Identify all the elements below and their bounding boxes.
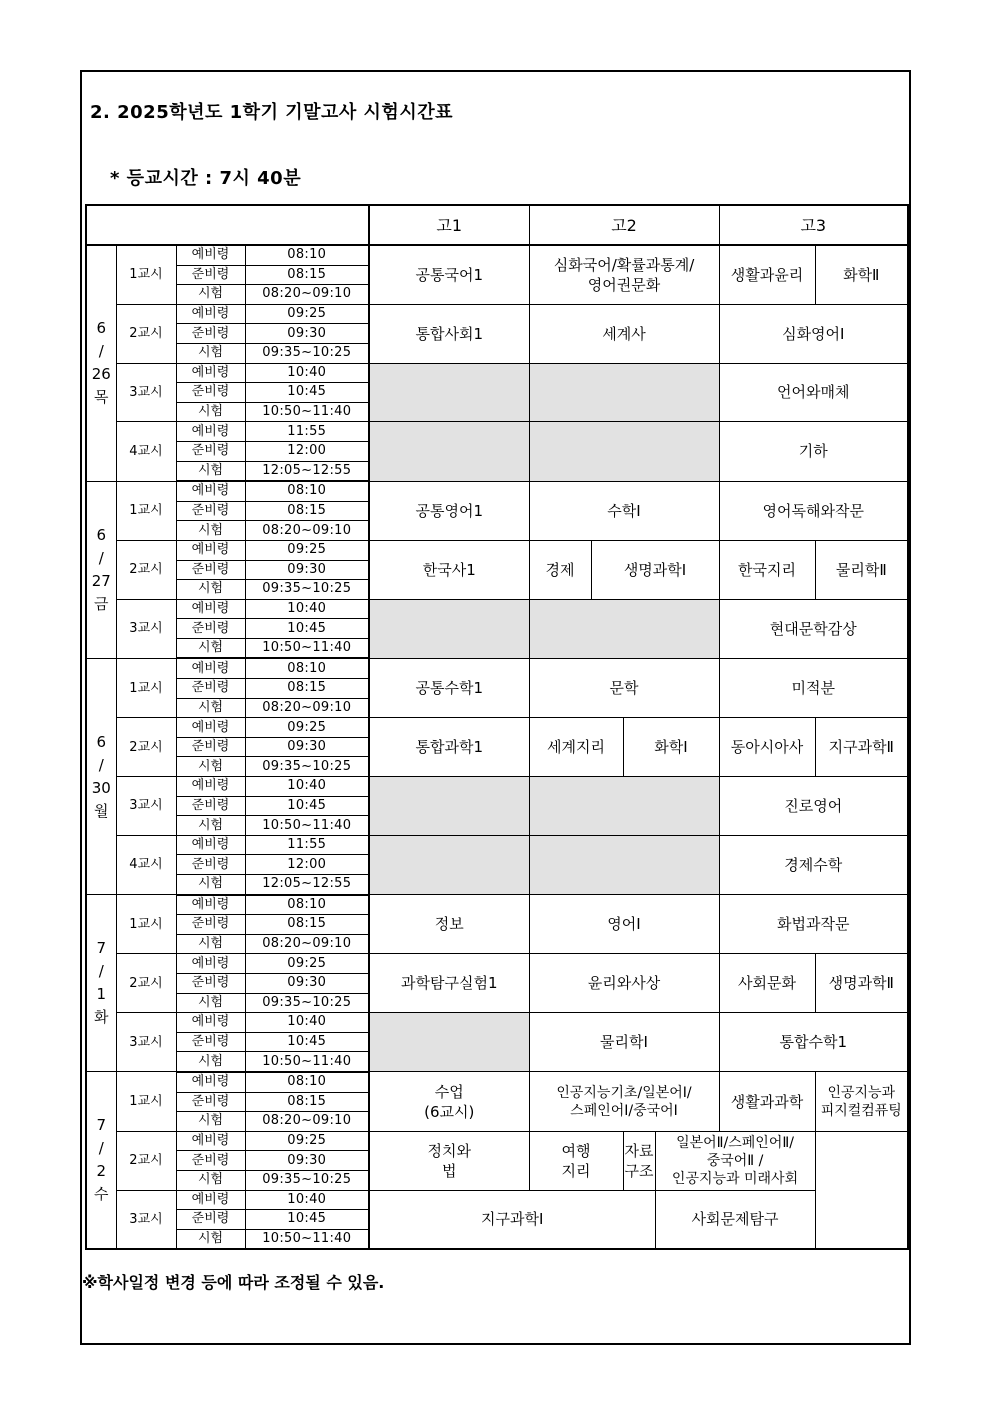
table-row (86, 1190, 908, 1210)
period-label: 4교시 (116, 422, 176, 481)
bell-time: 08:10 (245, 658, 369, 678)
bell-time: 10:40 (245, 599, 369, 619)
grade3-subject: 화학Ⅱ (815, 245, 908, 304)
bell-type: 예비령 (176, 363, 245, 383)
bell-type: 예비령 (176, 481, 245, 501)
grade2-subject: 생명과학Ⅰ (591, 540, 719, 599)
bell-type: 시험 (176, 993, 245, 1013)
bell-time: 10:45 (245, 796, 369, 816)
bell-type: 준비령 (176, 915, 245, 935)
bell-type: 예비령 (176, 718, 245, 738)
bell-type: 준비령 (176, 560, 245, 580)
grade3-subject: 기하 (719, 422, 908, 481)
grade1-subject: 공통수학1 (369, 658, 529, 717)
grade2-subject: 물리학Ⅰ (529, 1013, 719, 1072)
grade1-subject: 통합사회1 (369, 304, 529, 363)
bell-time: 09:25 (245, 1131, 369, 1151)
day-label: 6 / 26 목 (86, 245, 116, 481)
grade3-subject: 언어와매체 (719, 363, 908, 422)
footnote: ※학사일정 변경 등에 따라 조정될 수 있음. (82, 1273, 385, 1292)
bell-time: 10:40 (245, 363, 369, 383)
grade1-subject (369, 1013, 529, 1072)
grade3-subject: 통합수학1 (719, 1013, 908, 1072)
bell-type: 준비령 (176, 501, 245, 521)
bell-time: 08:15 (245, 265, 369, 285)
bell-type: 준비령 (176, 1092, 245, 1112)
bell-type: 준비령 (176, 1032, 245, 1052)
grade3-subject: 한국지리 (719, 540, 815, 599)
bell-time: 09:25 (245, 954, 369, 974)
period-label: 2교시 (116, 718, 176, 777)
grade3-subject: 물리학Ⅱ (815, 540, 908, 599)
grade3-subject: 사회문화 (719, 954, 815, 1013)
bell-time: 08:15 (245, 1092, 369, 1112)
grade2-subject: 세계지리 (529, 718, 623, 777)
bell-time: 09:35~10:25 (245, 757, 369, 777)
day-label: 7 / 2 수 (86, 1072, 116, 1249)
bell-type: 예비령 (176, 777, 245, 797)
grade2-subject: 지구과학Ⅰ (369, 1190, 655, 1249)
grade2-subject: 윤리와사상 (529, 954, 719, 1013)
bell-time: 08:20~09:10 (245, 521, 369, 541)
grade1-subject (369, 599, 529, 658)
day-label: 6 / 30 월 (86, 658, 116, 894)
grade3-subject: 화법과작문 (719, 895, 908, 954)
table-row (86, 658, 908, 678)
bell-time: 10:50~11:40 (245, 1052, 369, 1072)
bell-time: 12:00 (245, 855, 369, 875)
period-label: 1교시 (116, 658, 176, 717)
bell-type: 시험 (176, 461, 245, 481)
grade1-subject: 공통국어1 (369, 245, 529, 304)
bell-type: 시험 (176, 521, 245, 541)
arrival-time: * 등교시간 : 7시 40분 (110, 168, 302, 189)
grade2-subject: 문학 (529, 658, 719, 717)
grade1-subject (369, 835, 529, 894)
bell-type: 예비령 (176, 540, 245, 560)
grade2-subject: 심화국어/확률과통계/ 영어권문화 (529, 245, 719, 304)
header-grade2: 고2 (529, 205, 719, 245)
table-row (86, 245, 908, 265)
page-title: 2. 2025학년도 1학기 기말고사 시험시간표 (90, 102, 453, 123)
period-label: 3교시 (116, 363, 176, 422)
bell-type: 시험 (176, 757, 245, 777)
table-row (86, 363, 908, 383)
bell-type: 준비령 (176, 441, 245, 461)
grade3-subject: 생명과학Ⅱ (815, 954, 908, 1013)
period-label: 1교시 (116, 245, 176, 304)
bell-type: 예비령 (176, 1072, 245, 1092)
bell-time: 11:55 (245, 835, 369, 855)
bell-time: 08:15 (245, 915, 369, 935)
grade2-subject (529, 363, 719, 422)
grade2-subject: 세계사 (529, 304, 719, 363)
table-row (86, 1131, 908, 1151)
bell-type: 시험 (176, 402, 245, 422)
bell-time: 10:40 (245, 777, 369, 797)
bell-time: 08:15 (245, 679, 369, 699)
period-label: 2교시 (116, 540, 176, 599)
bell-time: 10:50~11:40 (245, 816, 369, 836)
bell-type: 예비령 (176, 658, 245, 678)
grade3-subject: 진로영어 (719, 777, 908, 836)
bell-time: 12:05~12:55 (245, 875, 369, 895)
grade2-subject (529, 599, 719, 658)
period-label: 3교시 (116, 1190, 176, 1249)
table-row (86, 304, 908, 324)
table-row (86, 422, 908, 442)
table-row (86, 777, 908, 797)
bell-type: 시험 (176, 1229, 245, 1249)
bell-time: 12:00 (245, 441, 369, 461)
grade2-subject: 여행 지리 (529, 1131, 623, 1190)
bell-type: 예비령 (176, 1190, 245, 1210)
grade1-subject (369, 777, 529, 836)
table-row (86, 540, 908, 560)
day-label: 7 / 1 화 (86, 895, 116, 1072)
bell-type: 시험 (176, 1170, 245, 1190)
bell-type: 예비령 (176, 422, 245, 442)
grade1-subject: 과학탐구실험1 (369, 954, 529, 1013)
grade3-subject: 일본어Ⅱ/스페인어Ⅱ/ 중국어Ⅱ / 인공지능과 미래사회 (655, 1131, 815, 1190)
bell-type: 예비령 (176, 1131, 245, 1151)
bell-type: 준비령 (176, 619, 245, 639)
period-label: 3교시 (116, 1013, 176, 1072)
period-label: 3교시 (116, 777, 176, 836)
bell-time: 10:45 (245, 619, 369, 639)
grade2-subject: 인공지능기초/일본어Ⅰ/ 스페인어Ⅰ/중국어Ⅰ (529, 1072, 719, 1131)
period-label: 3교시 (116, 599, 176, 658)
bell-time: 10:40 (245, 1190, 369, 1210)
grade2-subject (529, 835, 719, 894)
table-row (86, 718, 908, 738)
grade1-subject: 통합과학1 (369, 718, 529, 777)
header-grade3: 고3 (719, 205, 908, 245)
bell-type: 예비령 (176, 895, 245, 915)
bell-type: 예비령 (176, 954, 245, 974)
bell-time: 12:05~12:55 (245, 461, 369, 481)
period-label: 2교시 (116, 954, 176, 1013)
bell-type: 준비령 (176, 1151, 245, 1171)
bell-type: 시험 (176, 1112, 245, 1132)
grade1-subject: 한국사1 (369, 540, 529, 599)
bell-type: 예비령 (176, 599, 245, 619)
grade2-subject (529, 777, 719, 836)
grade2-subject: 수학Ⅰ (529, 481, 719, 540)
grade3-subject: 생활과윤리 (719, 245, 815, 304)
bell-type: 준비령 (176, 383, 245, 403)
bell-time: 09:30 (245, 560, 369, 580)
grade1-subject (369, 363, 529, 422)
grade3-subject: 인공지능과 피지컬컴퓨팅 (815, 1072, 908, 1131)
bell-type: 시험 (176, 638, 245, 658)
period-label: 2교시 (116, 304, 176, 363)
header-row (86, 205, 908, 245)
grade3-subject: 경제수학 (719, 835, 908, 894)
grade3-subject: 동아시아사 (719, 718, 815, 777)
bell-time: 10:50~11:40 (245, 638, 369, 658)
bell-time: 08:15 (245, 501, 369, 521)
bell-time: 09:30 (245, 973, 369, 993)
grade2-subject: 화학Ⅰ (623, 718, 719, 777)
bell-time: 09:35~10:25 (245, 1170, 369, 1190)
bell-time: 09:30 (245, 324, 369, 344)
bell-type: 시험 (176, 816, 245, 836)
table-row (86, 895, 908, 915)
grade3-subject: 미적분 (719, 658, 908, 717)
bell-type: 시험 (176, 580, 245, 600)
bell-time: 08:10 (245, 481, 369, 501)
bell-time: 11:55 (245, 422, 369, 442)
bell-type: 준비령 (176, 973, 245, 993)
grade3-subject: 지구과학Ⅱ (815, 718, 908, 777)
bell-time: 09:30 (245, 1151, 369, 1171)
bell-type: 예비령 (176, 245, 245, 265)
table-row (86, 835, 908, 855)
bell-time: 09:35~10:25 (245, 993, 369, 1013)
table-row (86, 1072, 908, 1092)
bell-time: 08:20~09:10 (245, 698, 369, 718)
bell-type: 시험 (176, 285, 245, 305)
bell-type: 예비령 (176, 304, 245, 324)
bell-type: 준비령 (176, 265, 245, 285)
period-label: 2교시 (116, 1131, 176, 1190)
bell-type: 준비령 (176, 324, 245, 344)
grade3-subject: 영어독해와작문 (719, 481, 908, 540)
header-grade1: 고1 (369, 205, 529, 245)
grade1-subject (369, 422, 529, 481)
grade3-subject: 사회문제탐구 (655, 1190, 815, 1249)
bell-time: 09:35~10:25 (245, 343, 369, 363)
bell-time: 08:20~09:10 (245, 1112, 369, 1132)
bell-type: 시험 (176, 875, 245, 895)
period-label: 1교시 (116, 1072, 176, 1131)
bell-time: 10:45 (245, 383, 369, 403)
bell-time: 08:10 (245, 245, 369, 265)
grade1-subject: 정보 (369, 895, 529, 954)
table-row (86, 1013, 908, 1033)
grade3-subject: 심화영어Ⅰ (719, 304, 908, 363)
grade2-subject: 경제 (529, 540, 591, 599)
grade2-subject: 정치와 법 (369, 1131, 529, 1190)
bell-type: 시험 (176, 934, 245, 954)
bell-type: 시험 (176, 1052, 245, 1072)
bell-time: 10:45 (245, 1210, 369, 1230)
bell-time: 09:25 (245, 304, 369, 324)
bell-time: 09:25 (245, 718, 369, 738)
bell-type: 준비령 (176, 855, 245, 875)
table-row (86, 481, 908, 501)
bell-type: 예비령 (176, 835, 245, 855)
bell-time: 08:10 (245, 895, 369, 915)
grade2-subject: 영어Ⅰ (529, 895, 719, 954)
bell-time: 10:50~11:40 (245, 402, 369, 422)
bell-type: 시험 (176, 343, 245, 363)
bell-type: 시험 (176, 698, 245, 718)
bell-time: 10:40 (245, 1013, 369, 1033)
grade3-subject: 생활과과학 (719, 1072, 815, 1131)
bell-time: 10:45 (245, 1032, 369, 1052)
grade1-subject: 공통영어1 (369, 481, 529, 540)
bell-type: 준비령 (176, 679, 245, 699)
grade2-subject (529, 422, 719, 481)
period-label: 1교시 (116, 481, 176, 540)
bell-type: 준비령 (176, 737, 245, 757)
bell-type: 준비령 (176, 796, 245, 816)
bell-time: 10:50~11:40 (245, 1229, 369, 1249)
table-row (86, 954, 908, 974)
bell-time: 08:20~09:10 (245, 285, 369, 305)
bell-type: 예비령 (176, 1013, 245, 1033)
bell-time: 09:30 (245, 737, 369, 757)
bell-time: 09:25 (245, 540, 369, 560)
header-blank (86, 205, 369, 245)
bell-type: 준비령 (176, 1210, 245, 1230)
bell-time: 08:10 (245, 1072, 369, 1092)
day-label: 6 / 27 금 (86, 481, 116, 658)
table-row (86, 599, 908, 619)
grade2-subject: 자료 구조 (623, 1131, 655, 1190)
period-label: 4교시 (116, 835, 176, 894)
bell-time: 09:35~10:25 (245, 580, 369, 600)
grade1-subject: 수업 (6교시) (369, 1072, 529, 1131)
exam-schedule-table (85, 204, 909, 1250)
grade3-subject: 현대문학감상 (719, 599, 908, 658)
bell-time: 08:20~09:10 (245, 934, 369, 954)
period-label: 1교시 (116, 895, 176, 954)
